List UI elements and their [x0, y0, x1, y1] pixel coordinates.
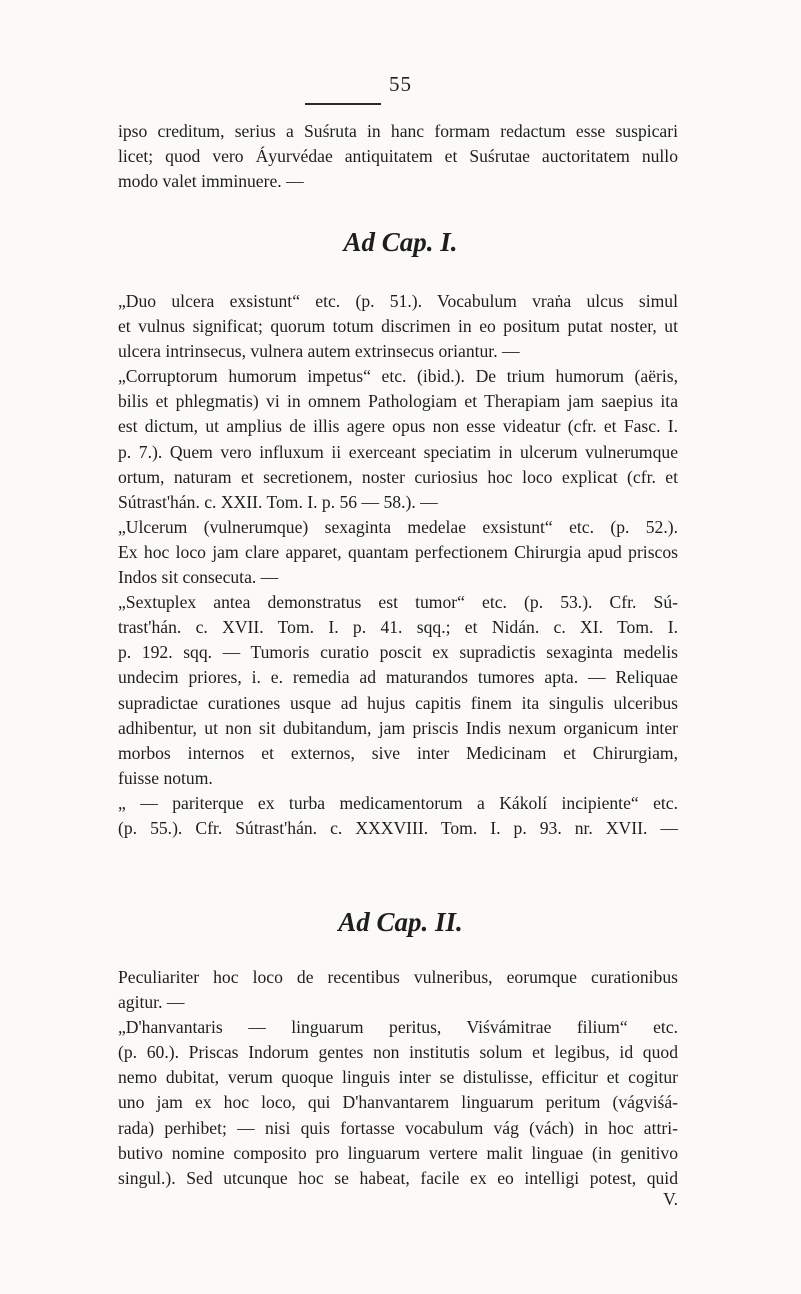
- text-line: et vulnus significat; quorum totum discrimen in eo positum putat noster, ut: [118, 316, 678, 337]
- text-line: butivo nomine composito pro linguarum vertere malit linguae (in genitivo: [118, 1142, 678, 1163]
- text-line: Sútrast'hán. c. XXII. Tom. I. p. 56 — 58.). —: [118, 491, 438, 512]
- text-line: (p. 55.). Cfr. Sútrast'hán. c. XXXVIII. Tom. I. p. 93. nr. XVII. —: [118, 817, 678, 838]
- text-line: „Sextuplex antea demonstratus est tumor“ etc. (p. 53.). Cfr. Sú-: [118, 592, 678, 613]
- text-line: Ex hoc loco jam clare apparet, quantam perfectionem Chirurgia apud priscos: [118, 541, 678, 562]
- text-line: morbos internos et externos, sive inter Medicinam et Chirurgiam,: [118, 742, 678, 763]
- section-2-body: [118, 965, 678, 1191]
- text-line: adhibentur, ut non sit dubitandum, jam priscis Indis nexum organicum inter: [118, 717, 678, 738]
- text-line: undecim priores, i. e. remedia ad maturandos tumores apta. — Reliquae: [118, 667, 678, 688]
- text-line: modo valet imminuere. —: [118, 171, 304, 192]
- text-line: est dictum, ut amplius de illis agere opus non esse videatur (cfr. et Fasc. I.: [118, 416, 678, 437]
- text-line: „ — pariterque ex turba medicamentorum a Kákolí incipiente“ etc.: [118, 792, 678, 813]
- text-line: rada) perhibet; — nisi quis fortasse vocabulum vág (vách) in hoc attri-: [118, 1117, 678, 1138]
- text-line: „Corruptorum humorum impetus“ etc. (ibid.). De trium humorum (aëris,: [118, 366, 678, 387]
- section-1-body: [118, 289, 678, 841]
- text-line: p. 7.). Quem vero influxum ii exerceant speciatim in ulcerum vulnerumque: [118, 441, 678, 462]
- text-line: bilis et phlegmatis) vi in omnem Pathologiam et Therapiam jam saepius ita: [118, 391, 678, 412]
- section-heading-cap-1: Ad Cap. I.: [343, 227, 458, 257]
- section-heading-cap-2: Ad Cap. II.: [338, 907, 463, 937]
- text-line: supradictae curationes usque ad hujus capitis finem ita singulis ulceribus: [118, 692, 678, 713]
- text-line: ulcera intrinsecus, vulnera autem extrinsecus oriantur. —: [118, 341, 520, 362]
- text-line: fuisse notum.: [118, 767, 213, 788]
- text-line: (p. 60.). Priscas Indorum gentes non institutis solum et legibus, id quod: [118, 1042, 678, 1063]
- text-line: „Duo ulcera exsistunt“ etc. (p. 51.). Vocabulum vraṅa ulcus simul: [118, 291, 678, 311]
- text-line: Indos sit consecuta. —: [118, 567, 279, 588]
- text-line: ortum, naturam et secretionem, noster curiosius hoc loco explicat (cfr. et: [118, 466, 678, 487]
- page-number: 55: [389, 72, 412, 96]
- header-rule: [305, 103, 381, 105]
- text-line: ipso creditum, serius a Suśruta in hanc formam redactum esse suspicari: [118, 121, 678, 141]
- text-line: nemo dubitat, verum quoque linguis inter se distulisse, efficitur et cogitur: [118, 1067, 678, 1088]
- text-line: licet; quod vero Áyurvédae antiquitatem et Suśrutae auctoritatem nullo: [118, 146, 678, 167]
- text-line: agitur. —: [118, 992, 185, 1013]
- text-line: „D'hanvantaris — linguarum peritus, Viśvámitrae filium“ etc.: [118, 1017, 678, 1038]
- text-line: trast'hán. c. XVII. Tom. I. p. 41. sqq.; et Nidán. c. XI. Tom. I.: [118, 617, 678, 638]
- intro-paragraph: [118, 119, 678, 194]
- text-line: uno jam ex hoc loco, qui D'hanvantarem linguarum peritum (vágviśá-: [118, 1092, 678, 1113]
- text-line: Peculiariter hoc loco de recentibus vulneribus, eorumque curationibus: [118, 967, 678, 987]
- text-line: p. 192. sqq. — Tumoris curatio poscit ex supradictis sexaginta medelis: [118, 642, 678, 663]
- catchword: V.: [663, 1189, 678, 1209]
- text-line: „Ulcerum (vulnerumque) sexaginta medelae exsistunt“ etc. (p. 52.).: [118, 516, 678, 537]
- text-line: singul.). Sed utcunque hoc se habeat, facile ex eo intelligi potest, quid: [118, 1167, 678, 1188]
